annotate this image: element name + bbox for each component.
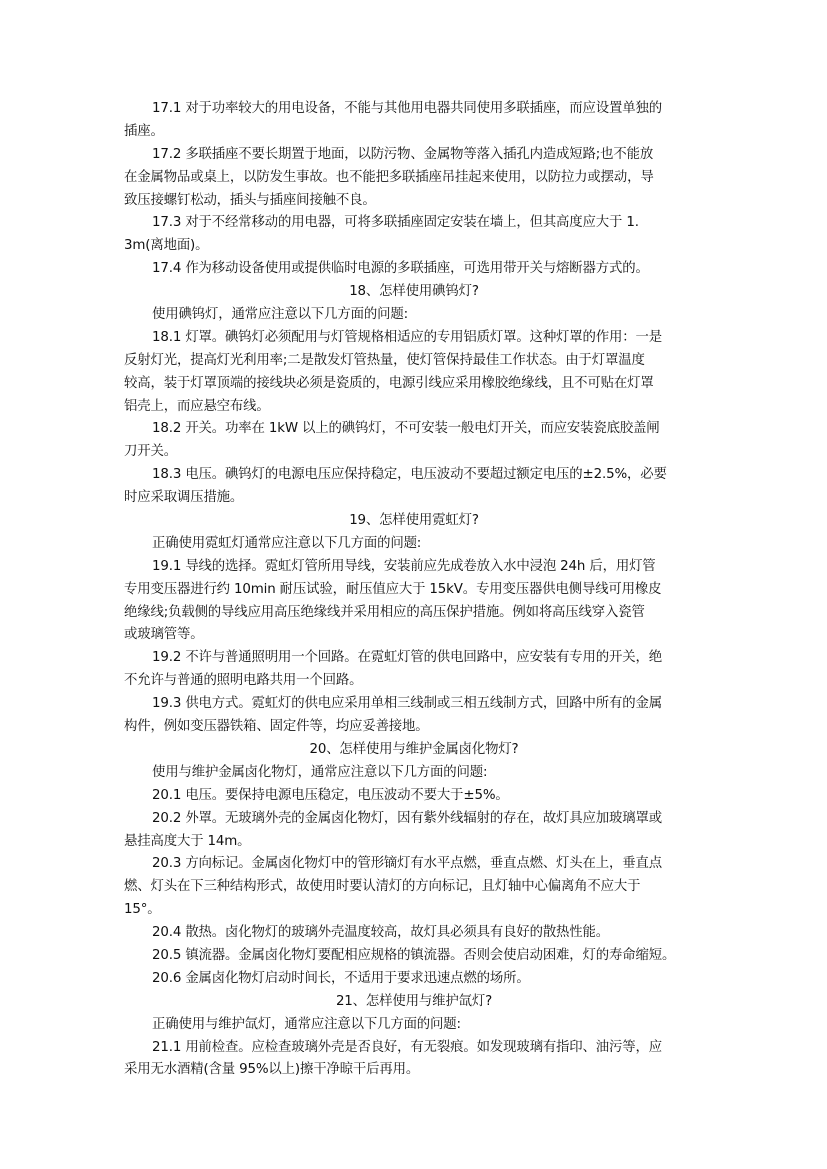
text-line: 19.1 导线的选择。霓虹灯管所用导线，安装前应先成卷放入水中浸泡 24h 后，用灯管 xyxy=(152,558,656,574)
text-line: 20.5 镇流器。金属卤化物灯要配相应规格的镇流器。否则会使启动困难，灯的寿命缩短。 xyxy=(152,947,676,963)
text-line: 20.4 散热。卤化物灯的玻璃外壳温度较高，故灯具必须具有良好的散热性能。 xyxy=(152,925,610,941)
section-heading: 18、怎样使用碘钨灯? xyxy=(349,284,479,300)
text-line: 铝壳上，而应悬空布线。 xyxy=(124,398,270,414)
document-body xyxy=(124,98,704,1082)
text-line: 反射灯光，提高灯光利用率;二是散发灯管热量，使灯管保持最佳工作状态。由于灯罩温度 xyxy=(124,352,645,368)
text-line: 20.1 电压。要保持电源电压稳定，电压波动不要大于±5%。 xyxy=(152,787,509,803)
text-line: 或玻璃管等。 xyxy=(124,627,204,643)
text-line: 燃、灯头在下三种结构形式，故使用时要认清灯的方向标记，且灯轴中心偏离角不应大于 xyxy=(124,879,641,895)
section-heading: 20、怎样使用与维护金属卤化物灯? xyxy=(309,741,519,757)
text-line: 17.1 对于功率较大的用电设备，不能与其他用电器共同使用多联插座，而应设置单独的 xyxy=(152,101,662,116)
text-line: 17.2 多联插座不要长期置于地面，以防污物、金属物等落入插孔内造成短路;也不能放 xyxy=(152,146,654,162)
text-line: 18.1 灯罩。碘钨灯必须配用与灯管规格相适应的专用铝质灯罩。这种灯罩的作用：一是 xyxy=(152,329,662,345)
text-line: 20.3 方向标记。金属卤化物灯中的管形镝灯有水平点燃，垂直点燃、灯头在上，垂直点 xyxy=(152,856,662,872)
text-line: 17.3 对于不经常移动的用电器，可将多联插座固定安装在墙上，但其高度应大于 1. xyxy=(152,215,639,231)
text-line: 采用无水酒精(含量 95%以上)擦干净晾干后再用。 xyxy=(124,1062,420,1078)
text-line: 21.1 用前检查。应检查玻璃外壳是否良好，有无裂痕。如发现玻璃有指印、油污等，应 xyxy=(152,1039,662,1055)
text-line: 刀开关。 xyxy=(124,444,177,460)
text-line: 插座。 xyxy=(124,123,164,139)
text-line: 正确使用霓虹灯通常应注意以下几方面的问题: xyxy=(152,535,422,551)
text-line: 专用变压器进行约 10min 耐压试验，耐压值应大于 15kV。专用变压器供电侧导线可用橡皮 xyxy=(124,581,662,597)
text-line: 18.2 开关。功率在 1kW 以上的碘钨灯，不可安装一般电灯开关，而应安装瓷底胶盖闸 xyxy=(152,421,660,437)
text-line: 19.3 供电方式。霓虹灯的供电应采用单相三线制或三相五线制方式，回路中所有的金属 xyxy=(152,696,662,712)
text-line: 致压接螺钉松动，插头与插座间接触不良。 xyxy=(124,192,376,208)
text-line: 时应采取调压措施。 xyxy=(124,490,244,506)
text-line: 20.6 金属卤化物灯启动时间长，不适用于要求迅速点燃的场所。 xyxy=(152,970,530,986)
text-line: 20.2 外罩。无玻璃外壳的金属卤化物灯，因有紫外线辐射的存在，故灯具应加玻璃罩或 xyxy=(152,810,662,826)
text-line: 17.4 作为移动设备使用或提供临时电源的多联插座，可选用带开关与熔断器方式的。 xyxy=(152,261,649,277)
section-heading: 21、怎样使用与维护氙灯? xyxy=(335,993,493,1009)
text-line: 使用碘钨灯，通常应注意以下几方面的问题: xyxy=(152,307,408,323)
text-line: 不允许与普通的照明电路共用一个回路。 xyxy=(124,673,363,689)
text-line: 使用与维护金属卤化物灯，通常应注意以下几方面的问题: xyxy=(152,764,488,780)
text-line: 18.3 电压。碘钨灯的电源电压应保持稳定，电压波动不要超过额定电压的±2.5%，必要 xyxy=(152,467,667,483)
section-heading: 19、怎样使用霓虹灯? xyxy=(349,513,479,529)
text-line: 绝缘线;负载侧的导线应用高压绝缘线并采用相应的高压保护措施。例如将高压线穿入瓷管 xyxy=(124,604,645,620)
text-line: 悬挂高度大于 14m。 xyxy=(124,833,251,849)
text-line: 19.2 不许与普通照明用一个回路。在霓虹灯管的供电回路中，应安装有专用的开关，绝 xyxy=(152,650,662,666)
text-line: 构件，例如变压器铁箱、固定件等，均应妥善接地。 xyxy=(124,719,429,735)
text-line: 15°。 xyxy=(124,902,161,918)
text-line: 正确使用与维护氙灯，通常应注意以下几方面的问题: xyxy=(152,1016,461,1032)
text-line: 较高，装于灯罩顶端的接线块必须是瓷质的，电源引线应采用橡胶绝缘线，且不可贴在灯罩 xyxy=(124,375,654,391)
text-line: 在金属物品或桌上，以防发生事故。也不能把多联插座吊挂起来使用，以防拉力或摆动，导 xyxy=(124,169,654,185)
text-line: 3m(离地面)。 xyxy=(124,238,209,254)
